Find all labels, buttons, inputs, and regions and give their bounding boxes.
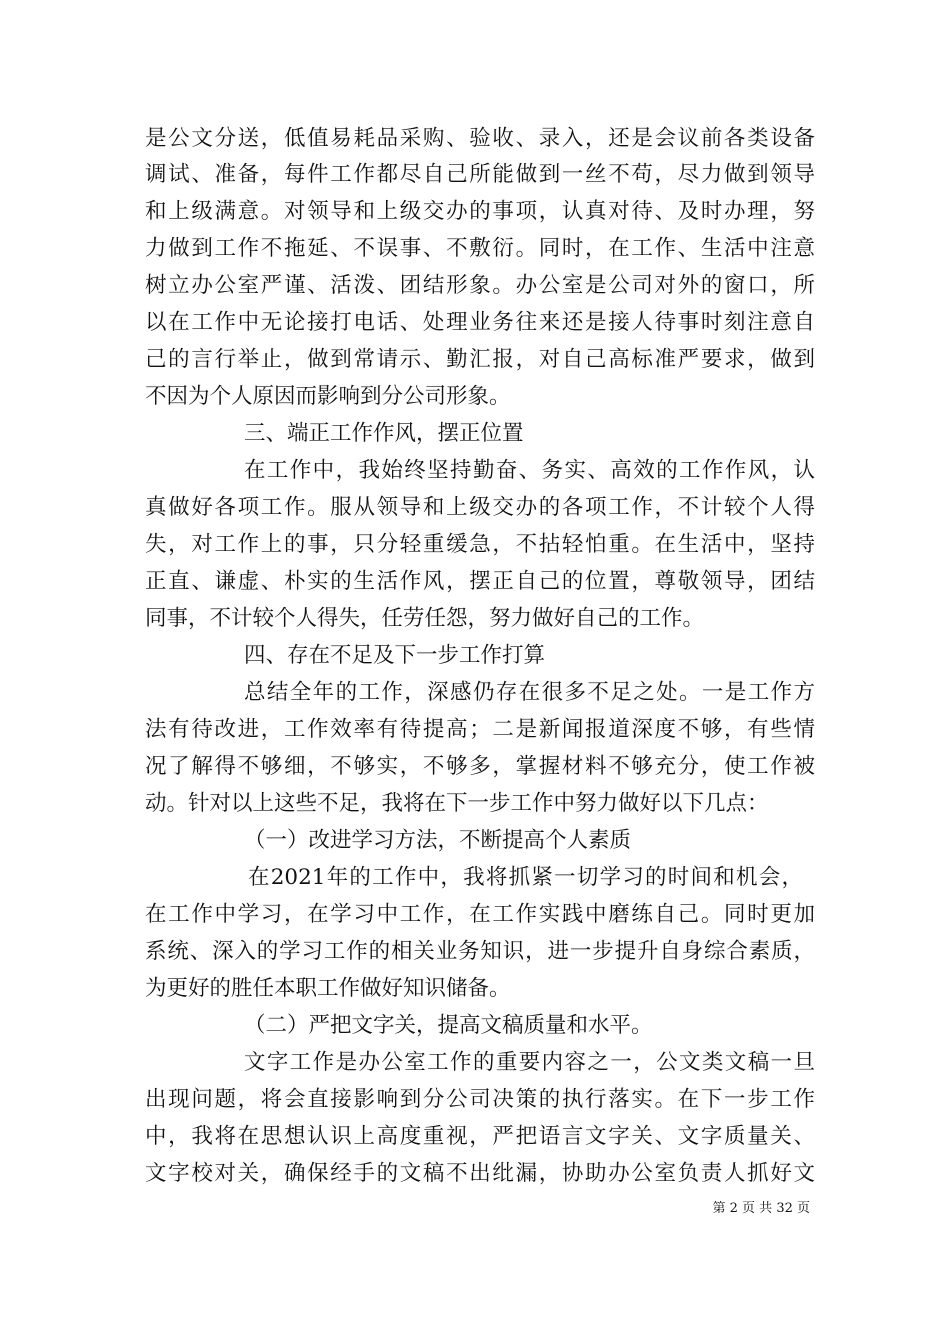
- subsection-heading: （一）改进学习方法，不断提高个人素质: [244, 828, 632, 853]
- body-text-line: 出现问题，将会直接影响到分公司决策的执行落实。在下一步工作: [145, 1087, 815, 1112]
- body-text-line: 以在工作中无论接打电话、处理业务往来还是接人待事时刻注意自: [145, 310, 815, 335]
- body-text-line: 树立办公室严谨、活泼、团结形象。办公室是公司对外的窗口，所: [145, 273, 815, 298]
- body-text-line: 调试、准备，每件工作都尽自己所能做到一丝不苟，尽力做到领导: [145, 162, 815, 187]
- body-text-line: 己的言行举止，做到常请示、勤汇报，对自己高标准严要求，做到: [145, 347, 815, 372]
- section-heading: 四、存在不足及下一步工作打算: [244, 643, 546, 668]
- body-text-line: 为更好的胜任本职工作做好知识储备。: [145, 976, 511, 1001]
- body-text-line: 中，我将在思想认识上高度重视，严把语言文字关、文字质量关、: [145, 1124, 815, 1149]
- section-heading: 三、端正工作作风，摆正位置: [244, 421, 524, 446]
- body-text-line: 失，对工作上的事，只分轻重缓急，不拈轻怕重。在生活中，坚持: [145, 532, 815, 557]
- body-text-line: 在工作中，我始终坚持勤奋、务实、高效的工作作风，认: [244, 458, 815, 483]
- body-text-line: 文字校对关，确保经手的文稿不出纰漏，协助办公室负责人抓好文: [145, 1161, 815, 1186]
- body-text-line: 况了解得不够细，不够实，不够多，掌握材料不够充分，使工作被: [145, 754, 815, 779]
- body-text-line: 在2021年的工作中，我将抓紧一切学习的时间和机会，: [248, 865, 803, 890]
- body-text-line: 真做好各项工作。服从领导和上级交办的各项工作，不计较个人得: [145, 495, 815, 520]
- page-number-footer: 第 2 页 共 32 页: [712, 1201, 810, 1216]
- body-text-line: 是公文分送，低值易耗品采购、验收、录入，还是会议前各类设备: [145, 126, 815, 151]
- body-text-line: 和上级满意。对领导和上级交办的事项，认真对待、及时办理，努: [145, 199, 815, 224]
- body-text-line: 正直、谦虚、朴实的生活作风，摆正自己的位置，尊敬领导，团结: [145, 569, 815, 594]
- body-text-line: 同事，不计较个人得失，任劳任怨，努力做好自己的工作。: [145, 606, 705, 631]
- subsection-heading: （二）严把文字关，提高文稿质量和水平。: [244, 1013, 653, 1038]
- body-text-line: 动。针对以上这些不足，我将在下一步工作中努力做好以下几点：: [145, 791, 769, 816]
- body-text-line: 文字工作是办公室工作的重要内容之一，公文类文稿一旦: [244, 1050, 815, 1075]
- body-text-line: 不因为个人原因而影响到分公司形象。: [145, 384, 511, 409]
- body-text-line: 总结全年的工作，深感仍存在很多不足之处。一是工作方: [244, 680, 815, 705]
- body-text-line: 在工作中学习，在学习中工作，在工作实践中磨练自己。同时更加: [145, 902, 815, 927]
- body-text-line: 法有待改进，工作效率有待提高；二是新闻报道深度不够，有些情: [145, 717, 815, 742]
- body-text-line: 力做到工作不拖延、不误事、不敷衍。同时，在工作、生活中注意: [145, 236, 815, 261]
- body-text-line: 系统、深入的学习工作的相关业务知识，进一步提升自身综合素质，: [145, 939, 815, 964]
